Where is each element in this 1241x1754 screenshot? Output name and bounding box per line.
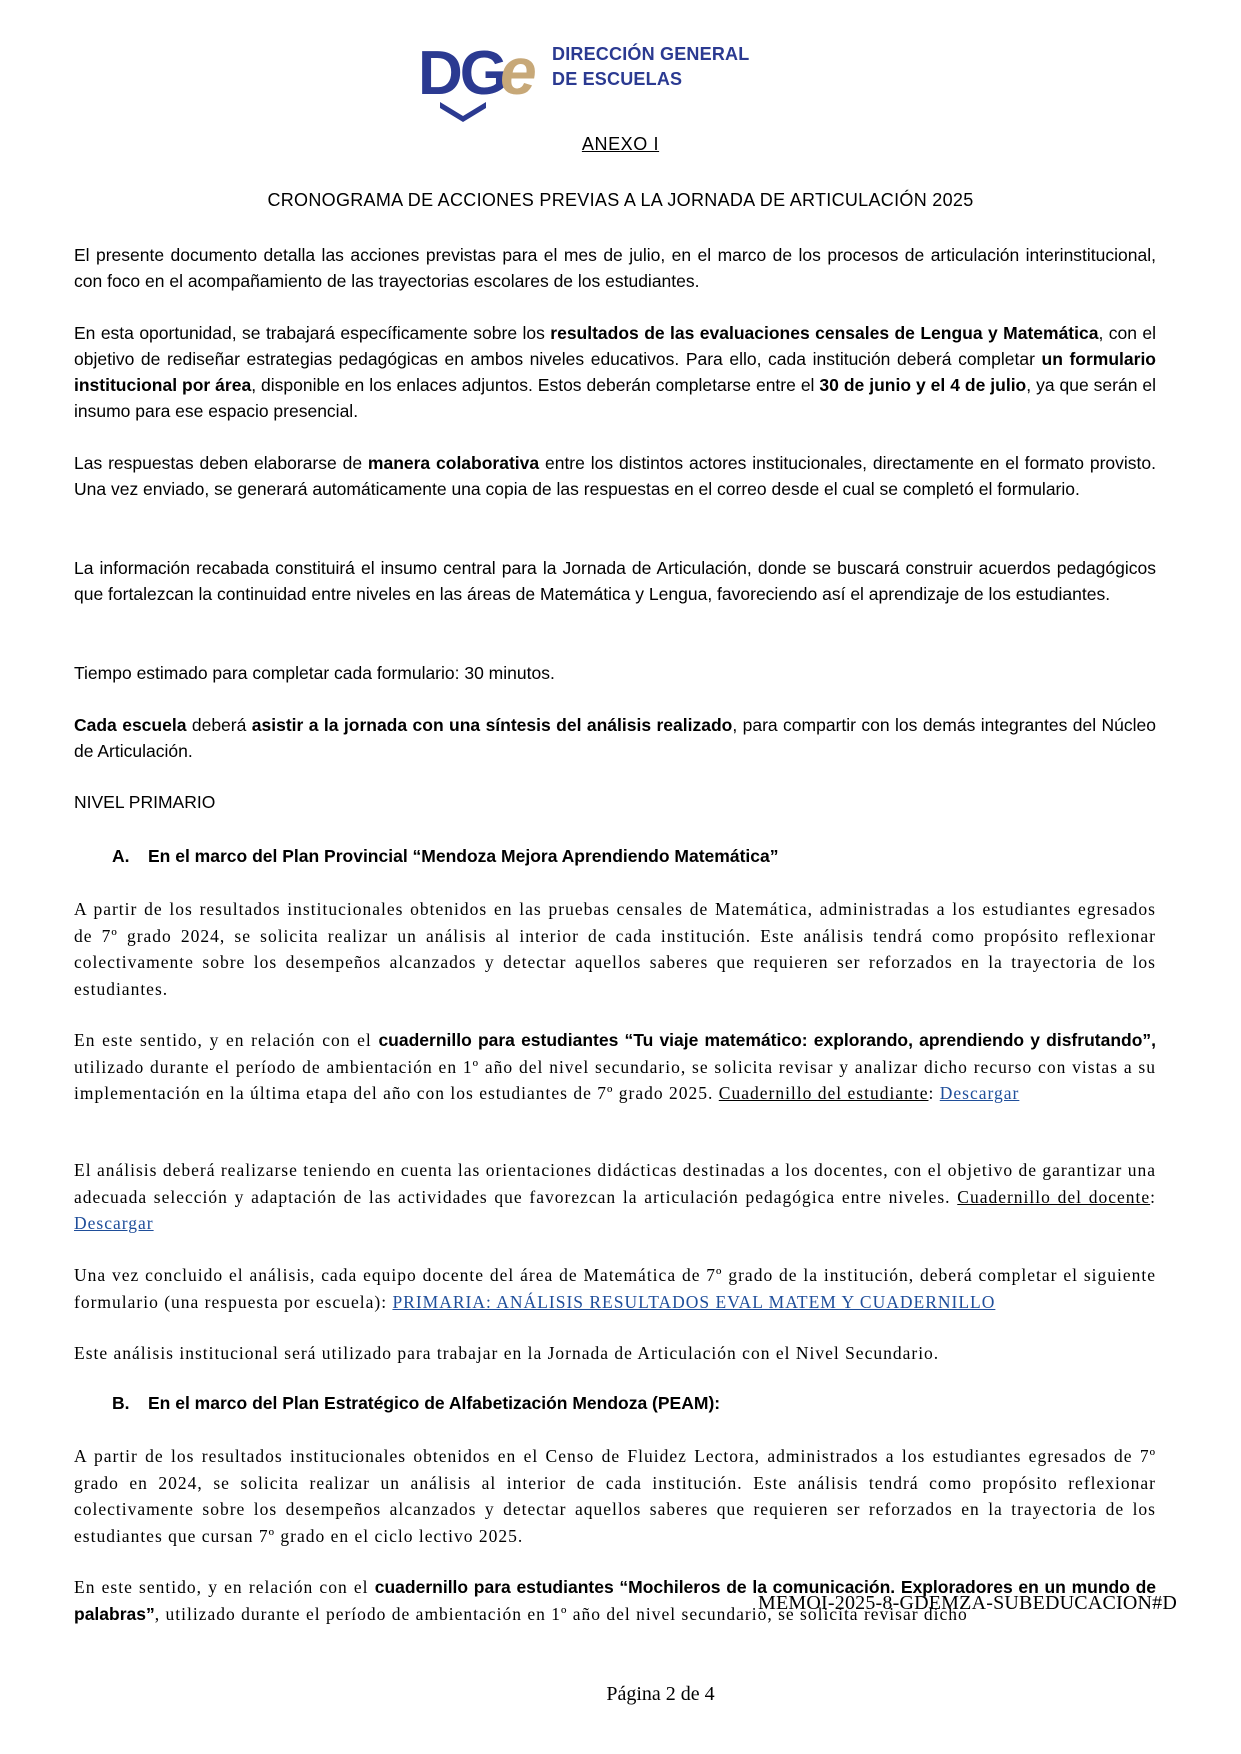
student-booklet-label: Cuadernillo del estudiante [718,1083,929,1103]
bold-run: resultados de las evaluaciones censales de Lengua y Matemática [550,323,1099,343]
intro-paragraph-2 [74,320,1156,424]
section-a-paragraph-5: Este análisis institucional será utilizado para trabajar en la Jornada de Articulación con el Nivel Secundario. [74,1343,940,1363]
text-run: : [928,1083,940,1103]
org-name-line1: DIRECCIÓN GENERAL [552,44,750,64]
intro-paragraph-5: Tiempo estimado para completar cada formulario: 30 minutos. [74,663,555,683]
bold-run: un formulario institucional por área [74,349,1156,395]
teacher-booklet-label: Cuadernillo del docente [957,1186,1151,1207]
text-run: , disponible en los enlaces adjuntos. Estos deberán completarse entre el [251,375,820,395]
bold-run: asistir a la jornada con una síntesis del análisis realizado [251,715,733,735]
text-run: , utilizado durante el período de ambientación en 1º año del nivel secundario, se solicita revisar dicho [154,1603,968,1624]
section-b-paragraph-1: A partir de los resultados institucionales obtenidos en el Censo de Fluidez Lectora, administrados a los estudiantes egresados de 7º grado en 2024, se solicita realizar un análisis al interior de cada institución. Este análisis tendrá como propósito reflexionar colectivamente sobre los desempeños alcanzados y detectar aquellos saberes que requieren ser reforzados en la trayectoria de los estudiantes que cursan 7º grado en el ciclo lectivo 2025. [74,1446,1156,1546]
text-run: En esta oportunidad, se trabajará específicamente sobre los [74,323,551,343]
subsection-b-title [112,1393,720,1414]
subsection-letter: B. [112,1393,130,1413]
subsection-title-text: En el marco del Plan Estratégico de Alfabetización Mendoza (PEAM): [148,1393,721,1413]
section-a-paragraph-2 [74,1027,1156,1107]
intro-paragraph-3 [74,450,1156,502]
text-run: En este sentido, y en relación con el [74,1030,379,1050]
teacher-booklet-download-link[interactable]: Descargar [74,1213,154,1233]
text-run: , para compartir con los demás integrantes del Núcleo de Articulación. [74,715,1157,761]
text-run: Las respuestas deben elaborarse de [74,453,368,473]
text-run: En este sentido, y en relación con el [74,1577,375,1597]
section-heading-nivel-primario: NIVEL PRIMARIO [74,792,216,812]
student-booklet-download-link[interactable]: Descargar [939,1083,1020,1103]
subsection-letter: A. [112,846,130,866]
svg-text:e: e [500,36,537,108]
text-run: deberá [186,715,252,735]
text-run: entre los distintos actores institucionales, directamente en el formato provisto. Una vez enviado, se generará automáticamente una copia de las respuestas en el correo desde el cual se completó el formulario. [74,453,1156,499]
intro-paragraph-4: La información recabada constituirá el insumo central para la Jornada de Articulación, donde se buscará construir acuerdos pedagógicos que fortalezcan la continuidad entre niveles en las áreas de Matemática y Lengua, favoreciendo así el aprendizaje de los estudiantes. [74,558,1156,604]
document-stamp: MEMOI-2025-8-GDEMZA-SUBEDUCACION#D [758,1592,1177,1614]
subsection-a-title [112,846,778,867]
primaria-form-link[interactable]: PRIMARIA: ANÁLISIS RESULTADOS EVAL MATEM Y CUADERNILLO [392,1291,996,1312]
bold-run: cuadernillo para estudiantes “Mochileros de la comunicación. Exploradores en un mundo de palabras” [74,1577,1156,1624]
bold-run: 30 de junio y el 4 de julio [819,375,1027,395]
intro-paragraph-6 [74,712,1156,764]
bold-run: cuadernillo para estudiantes “Tu viaje matemático: explorando, aprendiendo y disfrutando”, [378,1030,1157,1050]
section-a-paragraph-1: A partir de los resultados institucionales obtenidos en las pruebas censales de Matemática, administradas a los estudiantes egresados de 7º grado 2024, se solicita realizar un análisis al interior de cada institución. Este análisis tendrá como propósito reflexionar colectivamente sobre los desempeños alcanzados y detectar aquellos saberes que requieren ser reforzados en la trayectoria de los estudiantes. [74,899,1156,999]
section-a-paragraph-3 [74,1157,1156,1237]
text-run: , ya que serán el insumo para ese espacio presencial. [74,375,1157,421]
bold-run: manera colaborativa [367,453,540,473]
document-title: CRONOGRAMA DE ACCIONES PREVIAS A LA JORNADA DE ARTICULACIÓN 2025 [267,190,974,210]
dge-logo [418,36,758,122]
org-name-line2: DE ESCUELAS [552,69,683,89]
text-run: El análisis deberá realizarse teniendo en cuenta las orientaciones didácticas destinadas a los docentes, con el objetivo de garantizar una adecuada selección y adaptación de las actividades que favorezcan la articulación pedagógica entre niveles. [74,1160,1156,1207]
intro-paragraph-1: El presente documento detalla las acciones previstas para el mes de julio, en el marco de los procesos de articulación interinstitucional, con foco en el acompañamiento de las trayectorias escolares de los estudiantes. [74,245,1156,291]
text-run: : [1150,1186,1156,1207]
text-run: Una vez concluido el análisis, cada equipo docente del área de Matemática de 7º grado de la institución, deberá completar el siguiente formulario (una respuesta por escuela): [74,1265,1156,1312]
dge-logo-mark [418,36,548,122]
page-number: Página 2 de 4 [606,1683,715,1705]
svg-text:DG: DG [418,39,505,108]
bold-run: Cada escuela [74,715,187,735]
section-a-paragraph-4 [74,1262,1156,1315]
annex-title: ANEXO I [581,134,660,154]
text-run: , con el objetivo de rediseñar estrategias pedagógicas en ambos niveles educativos. Para ello, cada institución deberá completar [74,323,1156,369]
org-name [552,42,749,92]
subsection-title-text: En el marco del Plan Provincial “Mendoza Mejora Aprendiendo Matemática” [148,846,779,866]
text-run: utilizado durante el período de ambientación en 1º año del nivel secundario, se solicita revisar y analizar dicho recurso con vistas a su implementación en la última etapa del año con los estudiantes de 7º grado 2025. [74,1056,1156,1103]
